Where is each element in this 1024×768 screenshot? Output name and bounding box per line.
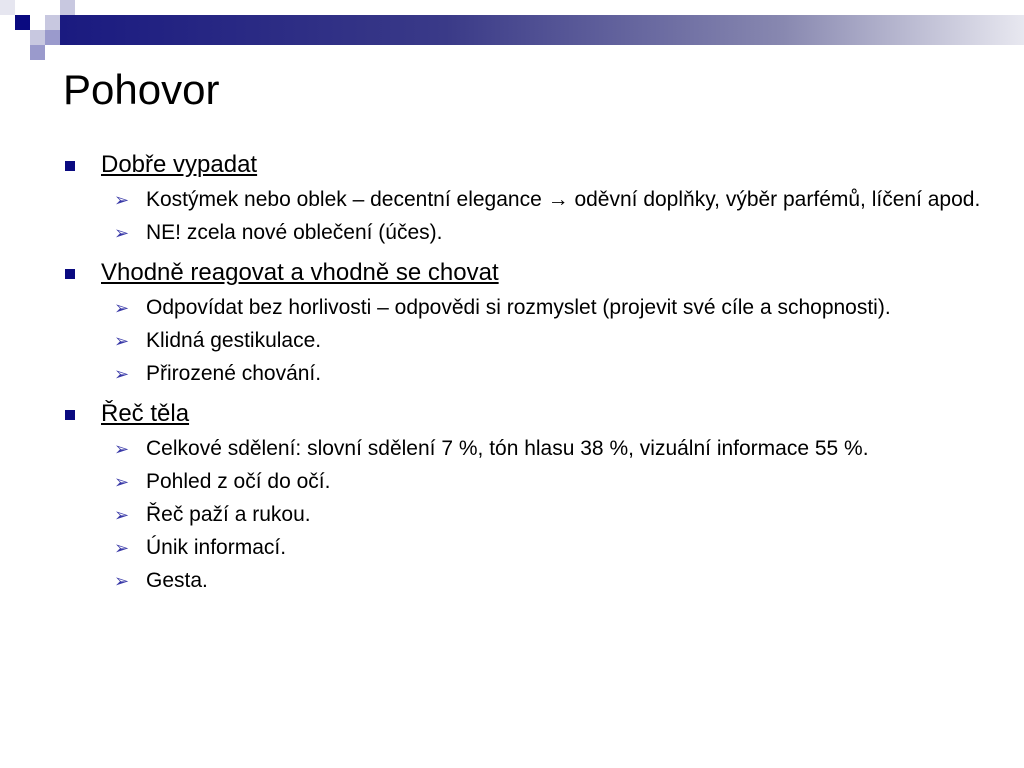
- sub-bullet-text: Řeč paží a rukou.: [146, 503, 311, 526]
- heading-text: Řeč těla: [101, 400, 190, 427]
- sub-bullet-text: NE! zcela nové oblečení (účes).: [146, 221, 443, 244]
- arrow-bullet-icon: ➢: [114, 505, 130, 525]
- sub-bullet-text: Pohled z očí do očí.: [146, 470, 331, 493]
- arrow-bullet-icon: ➢: [114, 472, 130, 492]
- arrow-bullet-icon: ➢: [114, 439, 130, 459]
- heading-text: Dobře vypadat: [101, 151, 258, 178]
- sub-bullet-text: Kostýmek nebo oblek – decentní elegance → oděvní doplňky, výběr parfémů, líčení apod.: [146, 188, 981, 211]
- sub-bullet: [62, 328, 982, 354]
- sub-bullet: [62, 220, 982, 246]
- sub-bullet: [62, 436, 982, 462]
- arrow-bullet-icon: ➢: [114, 190, 130, 210]
- bullet-heading: [62, 150, 982, 180]
- square-bullet-icon: [65, 161, 75, 171]
- slide-title: Pohovor: [63, 66, 220, 113]
- sub-bullet-text: Odpovídat bez horlivosti – odpovědi si rozmyslet (projevit své cíle a schopnosti).: [146, 296, 891, 319]
- arrow-bullet-icon: ➢: [114, 364, 130, 384]
- arrow-bullet-icon: ➢: [114, 538, 130, 558]
- square-bullet-icon: [65, 269, 75, 279]
- sub-bullet-text: Únik informací.: [146, 536, 287, 559]
- sub-bullet: [62, 469, 982, 495]
- slide-content: [62, 138, 982, 594]
- sub-bullet: [62, 361, 982, 387]
- sub-bullet: [62, 535, 982, 561]
- arrow-bullet-icon: ➢: [114, 223, 130, 243]
- arrow-bullet-icon: ➢: [114, 331, 130, 351]
- bullet-heading: [62, 258, 982, 288]
- sub-bullet: [62, 187, 982, 213]
- sub-bullet: [62, 295, 982, 321]
- sub-bullet-text: Celkové sdělení: slovní sdělení 7 %, tón hlasu 38 %, vizuální informace 55 %.: [146, 437, 869, 460]
- sub-bullet-text: Přirozené chování.: [146, 362, 322, 385]
- sub-bullet: [62, 502, 982, 528]
- sub-bullet-text: Klidná gestikulace.: [146, 329, 322, 352]
- heading-text: Vhodně reagovat a vhodně se chovat: [101, 259, 499, 286]
- sub-bullet: [62, 568, 982, 594]
- arrow-bullet-icon: ➢: [114, 298, 130, 318]
- bullet-heading: [62, 399, 982, 429]
- square-bullet-icon: [65, 410, 75, 420]
- arrow-bullet-icon: ➢: [114, 571, 130, 591]
- sub-bullet-text: Gesta.: [146, 569, 208, 592]
